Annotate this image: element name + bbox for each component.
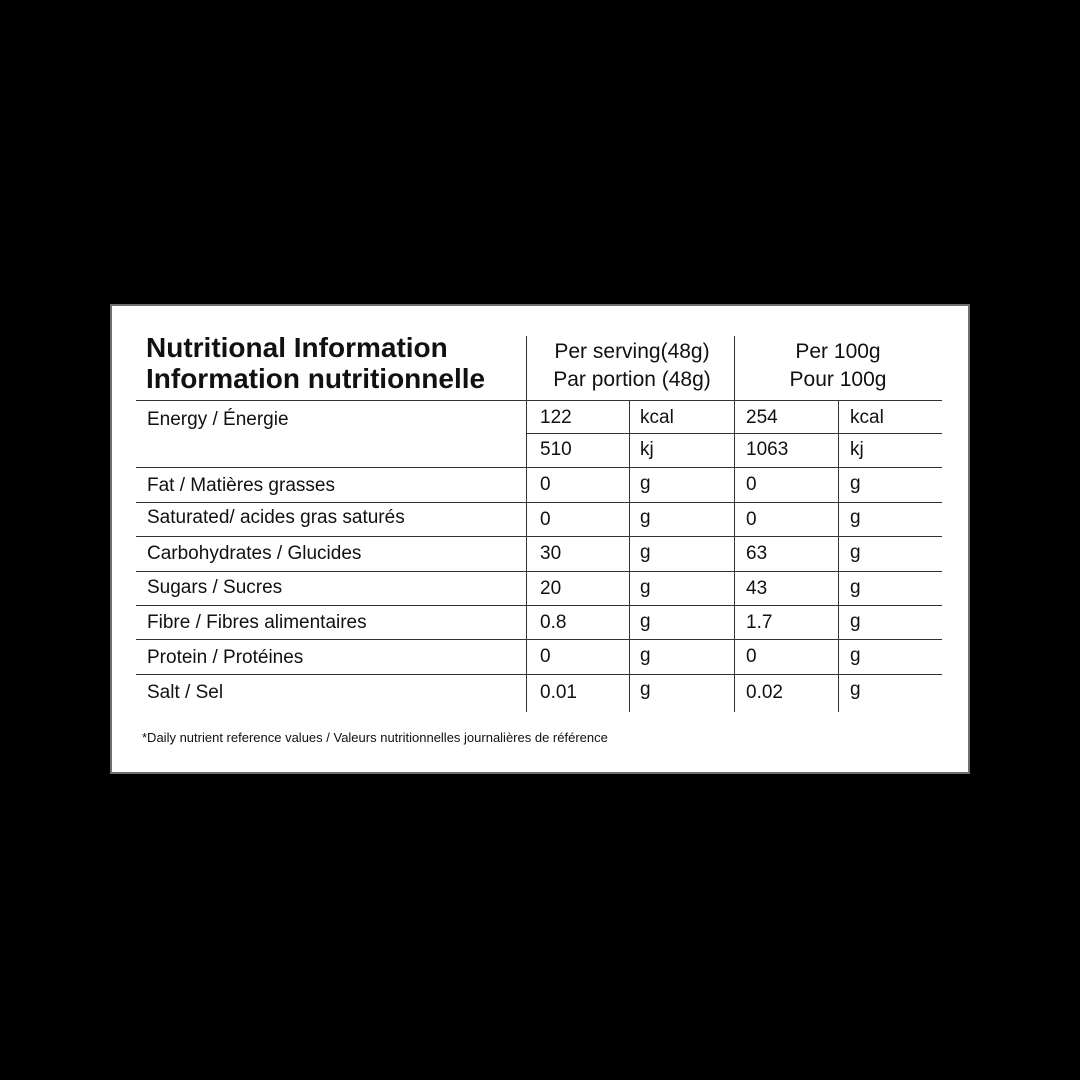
header-per-serving-fr: Par portion (48g) [553, 368, 711, 391]
fibre-per100-unit: g [850, 611, 861, 632]
sugars-serving-unit: g [640, 577, 651, 598]
sugars-serving: 20 [540, 578, 562, 599]
row-label-fat: Fat / Matières grasses [147, 475, 335, 496]
fibre-per100: 1.7 [746, 612, 773, 633]
protein-serving: 0 [540, 646, 551, 667]
rule-row [136, 502, 942, 503]
title-french: Information nutritionnelle [146, 363, 486, 394]
fat-serving: 0 [540, 474, 551, 495]
carbohydrates-per100: 63 [746, 543, 768, 564]
row-label-fibre: Fibre / Fibres alimentaires [147, 612, 367, 633]
rule-row [136, 674, 942, 675]
title-english: Nutritional Information [146, 332, 448, 363]
divider-serving-unit [629, 400, 630, 712]
fat-serving-unit: g [640, 473, 651, 494]
salt-per100-unit: g [850, 679, 861, 700]
row-label-sugars: Sugars / Sucres [147, 577, 283, 598]
fibre-serving: 0.8 [540, 612, 567, 633]
energy-serving-unit: kcal [640, 407, 674, 428]
energy-per100-kj: 1063 [746, 439, 789, 460]
rule-row [136, 571, 942, 572]
nutrition-label [110, 304, 970, 774]
footnote: *Daily nutrient reference values / Valeurs nutritionnelles journalières de référence [142, 730, 608, 745]
rule-energy-sub [526, 433, 942, 434]
energy-per100-kj-unit: kj [850, 439, 864, 460]
header-per-serving-en: Per serving(48g) [554, 340, 710, 363]
row-label-salt: Salt / Sel [147, 682, 224, 703]
carbohydrates-serving: 30 [540, 543, 562, 564]
salt-per100: 0.02 [746, 682, 783, 703]
row-label-saturated: Saturated/ acides gras saturés [147, 507, 405, 528]
salt-serving-unit: g [640, 679, 651, 700]
carbohydrates-serving-unit: g [640, 542, 651, 563]
fibre-serving-unit: g [640, 611, 651, 632]
row-label-protein: Protein / Protéines [147, 647, 304, 668]
header-per-100g-fr: Pour 100g [789, 368, 887, 391]
energy-serving-kj: 510 [540, 439, 572, 460]
rule-row [136, 536, 942, 537]
salt-serving: 0.01 [540, 682, 577, 703]
sugars-per100: 43 [746, 578, 768, 599]
divider-per100-unit [838, 400, 839, 712]
saturated-serving: 0 [540, 509, 551, 530]
saturated-serving-unit: g [640, 507, 651, 528]
saturated-per100: 0 [746, 509, 757, 530]
rule-header [136, 400, 942, 401]
rule-row [136, 639, 942, 640]
energy-serving-kj-unit: kj [640, 439, 654, 460]
rule-row [136, 605, 942, 606]
energy-per100-unit: kcal [850, 407, 884, 428]
energy-serving-kcal: 122 [540, 407, 572, 428]
row-label-carbohydrates: Carbohydrates / Glucides [147, 543, 362, 564]
sugars-per100-unit: g [850, 577, 861, 598]
protein-per100-unit: g [850, 645, 861, 666]
row-label-energy: Energy / Énergie [147, 409, 289, 430]
fat-per100: 0 [746, 474, 757, 495]
carbohydrates-per100-unit: g [850, 542, 861, 563]
protein-serving-unit: g [640, 645, 651, 666]
energy-per100-kcal: 254 [746, 407, 778, 428]
saturated-per100-unit: g [850, 507, 861, 528]
fat-per100-unit: g [850, 473, 861, 494]
header-per-100g-en: Per 100g [795, 340, 881, 363]
divider-serving [526, 336, 527, 712]
protein-per100: 0 [746, 646, 757, 667]
header-per-serving [528, 338, 736, 394]
header-per-100g [734, 338, 942, 394]
rule-row [136, 467, 942, 468]
divider-per100 [734, 336, 735, 712]
